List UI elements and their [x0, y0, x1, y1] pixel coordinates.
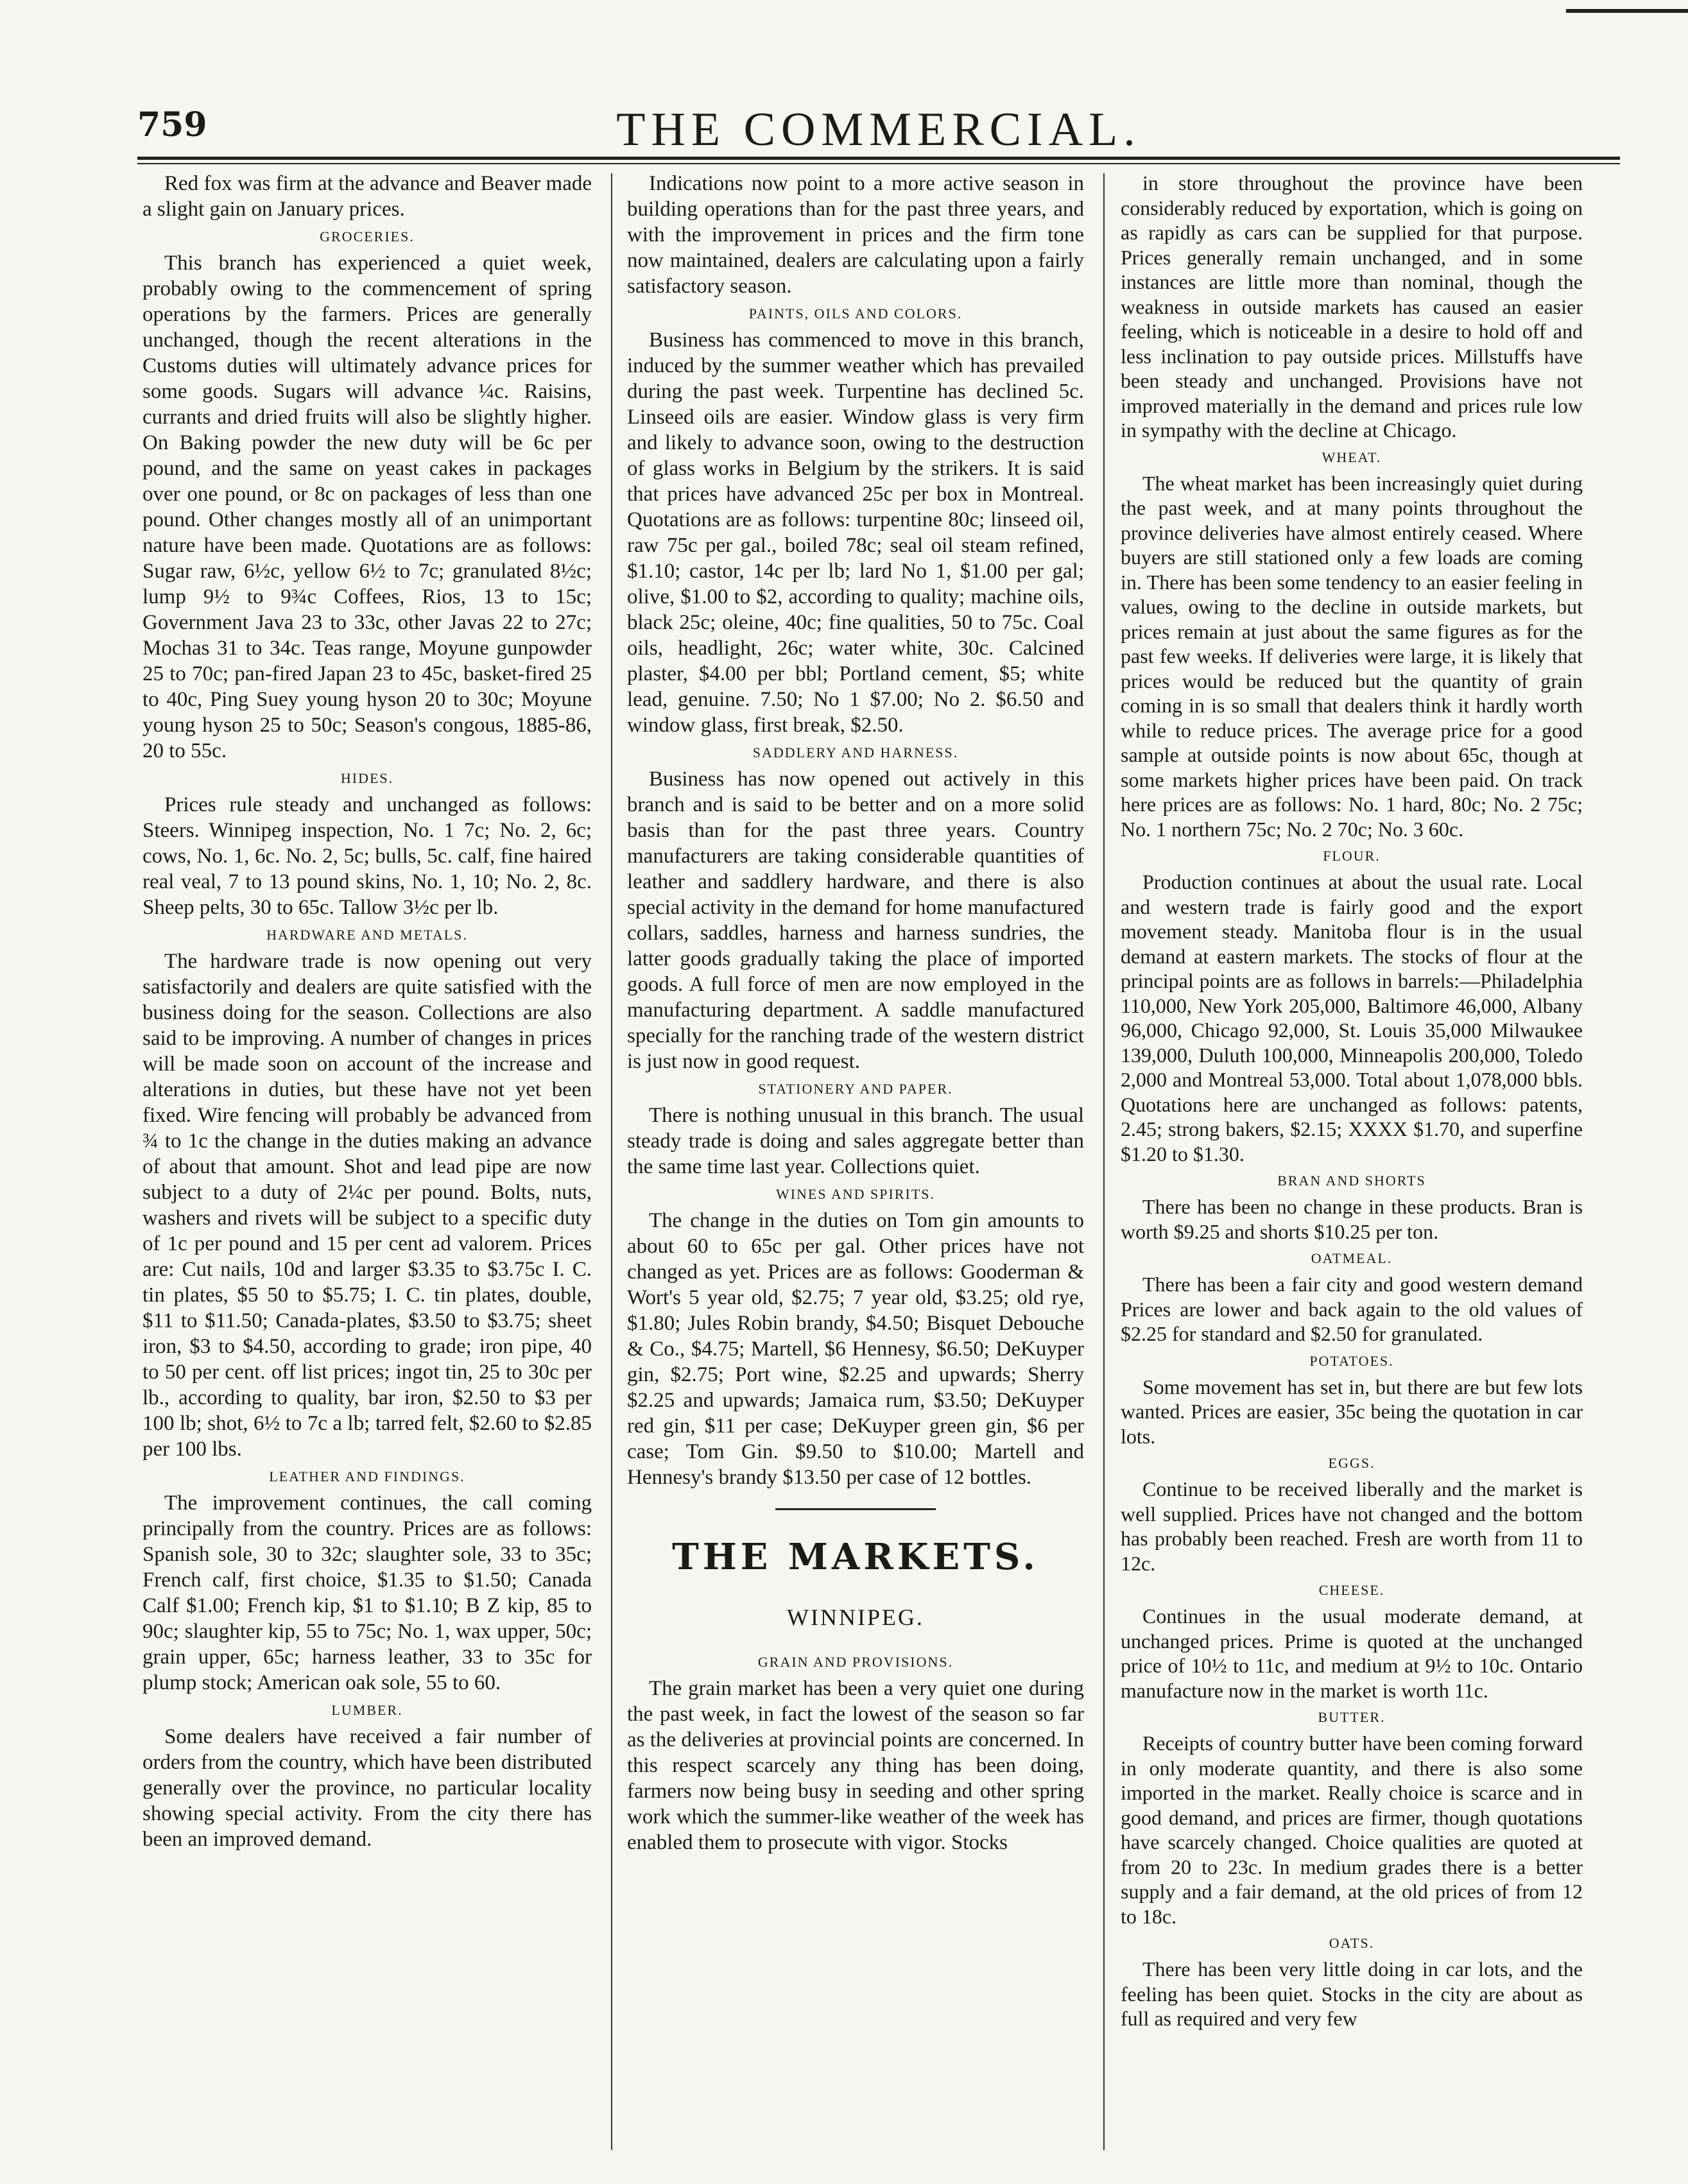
- column-1: [142, 171, 592, 2151]
- heading-leather: LEATHER AND FINDINGS.: [269, 1468, 465, 1484]
- paragraph-lumber: Some dealers have received a fair number of orders from the country, which have been distributed generally over the province, no particular locality showing special activity. From the city there has been an improved demand.: [142, 1725, 592, 1851]
- paragraph-bran: There has been no change in these products. Bran is worth $9.25 and shorts $10.25 per ton.: [1121, 1195, 1583, 1243]
- corner-rule: [1566, 9, 1688, 13]
- paragraph-wheat: The wheat market has been increasingly quiet during the past week, and at many points throughout the province deliveries have almost entirely ceased. Where buyers are still stationed only a few loads are coming in. There has been some tendency to an easier feeling in values, owing to the decline in outside markets, but prices remain at just about the same figures as for the past few weeks. If deliveries were large, it is likely that prices would be reduced but the quantity of grain coming in is so small that dealers think it hardly worth while to reduce prices. The average price for a good sample at outside points is now about 65c, though at some markets higher prices have been paid. On track here prices are as follows: No. 1 hard, 80c; No. 2 75c; No. 1 northern 75c; No. 2 70c; No. 3 60c.: [1121, 471, 1583, 841]
- heading-groceries: GROCERIES.: [320, 228, 415, 245]
- paragraph-wines: The change in the duties on Tom gin amounts to about 60 to 65c per gal. Other prices have not changed as yet. Prices are as follows: Gooderman & Wort's 5 year old, $2.75; 7 year old, $3.25; old rye, $1.80; Jules Robin brandy, $4.50; Bisquet Debouche & Co., $4.75; Martell, $6 Hennesy, $6.50; DeKuyper gin, $2.75; Port wine, $2.25 and upwards; Sherry $2.25 and upwards; Jamaica rum, $3.50; DeKuyper red gin, $11 per case; DeKuyper green gin, $6 per case; Tom Gin. $9.50 to $10.00; Martell and Hennesy's brandy $13.50 per case of 12 bottles.: [627, 1209, 1084, 1489]
- heading-lumber: LUMBER.: [331, 1702, 403, 1718]
- paragraph-stationery: There is nothing unusual in this branch. The usual steady trade is doing and sales aggregate better than the same time last year. Collections quiet.: [627, 1104, 1084, 1178]
- heading-saddlery: SADDLERY AND HARNESS.: [752, 744, 959, 761]
- paragraph-flour: Production continues at about the usual rate. Local and western trade is fairly good and the export movement steady. Manitoba flour is in the usual demand at eastern markets. The stocks of flour at the principal points are as follows in barrels:—Philadelphia 110,000, New York 205,000, Baltimore 46,000, Albany 96,000, Chicago 92,000, St. Louis 35,000 Milwaukee 139,000, Duluth 100,000, Minneapolis 200,000, Toledo 2,000 and Montreal 53,000. Total about 1,078,000 bbls. Quotations here are unchanged as follows: patents, 2.45; strong bakers, $2.15; XXXX $1.70, and superfine $1.20 to $1.30.: [1121, 870, 1583, 1165]
- paragraph-grain-cont: in store throughout the province have been considerably reduced by exportation, which is going on as rapidly as cars can be supplied for that purpose. Prices generally remain unchanged, and in some instances are little more than nominal, though the weakness in outside markets has caused an easier feeling, which is noticeable in a desire to hold off and less inclination to pay outside prices. Millstuffs have been steady and unchanged. Provisions have not improved materially in the demand and prices rule low in sympathy with the decline at Chicago.: [1121, 171, 1583, 442]
- paragraph-cheese: Continues in the usual moderate demand, at unchanged prices. Prime is quoted at the unchanged price of 10½ to 11c, and medium at 9½ to 10c. Ontario manufacture now in the market is worth 11c.: [1121, 1604, 1583, 1702]
- heading-wines: WINES AND SPIRITS.: [775, 1186, 936, 1202]
- paragraph-hardware: The hardware trade is now opening out very satisfactorily and dealers are quite satisfied with the business doing for the season. Collections are also said to be improving. A number of changes in prices will be made soon on account of the increase and alterations in duties, but these have not yet been fixed. Wire fencing will probably be advanced from ¾ to 1c the change in the duties making an advance of about that amount. Shot and lead pipe are now subject to a duty of 2¼c per pound. Bolts, nuts, washers and rivets will be subject to a specific duty of 1c per pound and 15 per cent ad valorem. Prices are: Cut nails, 10d and larger $3.35 to $3.75c I. C. tin plates, $5 50 to $5.75; I. C. tin plates, double, $11 to $11.50; Canada-plates, $3.50 to $3.75; sheet iron, $3 to $4.50, according to grade; iron pipe, 40 to 50 per cent. off list prices; ingot tin, 25 to 30c per lb., according to quality, bar iron, $2.50 to $3 per 100 lb; shot, 6½ to 7c a lb; tarred felt, $2.60 to $2.85 per 100 lbs.: [142, 950, 592, 1461]
- heading-stationery: STATIONERY AND PAPER.: [758, 1081, 953, 1097]
- heading-the-markets: THE MARKETS.: [672, 1536, 1039, 1578]
- paragraph-hides: Prices rule steady and unchanged as follows: Steers. Winnipeg inspection, No. 1 7c; No. 2, 6c; cows, No. 1, 6c. No. 2, 5c; bulls, 5c. calf, fine haired real veal, 7 to 13 pound skins, No. 1, 10; No. 2, 8c. Sheep pelts, 30 to 65c. Tallow 3½c per lb.: [142, 793, 592, 919]
- masthead-rule-thin: [137, 163, 1620, 164]
- paragraph-furs: Red fox was firm at the advance and Beaver made a slight gain on January prices.: [142, 172, 592, 221]
- heading-winnipeg: WINNIPEG.: [787, 1604, 924, 1630]
- masthead: [137, 103, 1620, 154]
- column-divider: [611, 173, 612, 2150]
- heading-paints: PAINTS, OILS AND COLORS.: [748, 305, 963, 322]
- paragraph-eggs: Continue to be received liberally and the market is well supplied. Prices have not changed and the bottom has probably been reached. Fresh are worth from 11 to 12c.: [1121, 1477, 1583, 1575]
- section-rule: [775, 1508, 936, 1510]
- paragraph-butter: Receipts of country butter have been coming forward in only moderate quantity, and there is also some imported in the market. Really choice is scarce and in good demand, and prices are firmer, though quotations have scarcely changed. Choice qualities are quoted at from 20 to 23c. In medium grades there is a better supply and a fair demand, at the old prices of from 12 to 18c.: [1121, 1732, 1583, 1928]
- heading-potatoes: POTATOES.: [1309, 1352, 1394, 1369]
- masthead-rule: [137, 157, 1620, 160]
- paper-title: THE COMMERCIAL.: [616, 103, 1141, 156]
- columns: [142, 171, 1619, 2151]
- paragraph-oatmeal: There has been a fair city and good western demand Prices are lower and back again to the old values of $2.25 for standard and $2.50 for granulated.: [1121, 1273, 1583, 1345]
- paragraph-oats: There has been very little doing in car lots, and the feeling has been quiet. Stocks in the city are about as full as required and very few: [1121, 1957, 1583, 2030]
- paragraph-groceries: This branch has experienced a quiet week, probably owing to the commencement of spring operations by the farmers. Prices are generally unchanged, though the recent alterations in the Customs duties will ultimately advance prices for some goods. Sugars will advance ¼c. Raisins, currants and dried fruits will also be slightly higher. On Baking powder the new duty will be 6c per pound, and the same on yeast cakes in packages over one pound, or 8c on packages of less than one pound. Other changes mostly all of an unimportant nature have been made. Quotations are as follows: Sugar raw, 6½c, yellow 6½ to 7c; granulated 8½c; lump 9½ to 9¾c Coffees, Rios, 13 to 15c; Government Java 23 to 33c, other Javas 22 to 27c; Mochas 31 to 34c. Teas range, Moyune gunpowder 25 to 70c; pan-fired Japan 23 to 45c, basket-fired 25 to 40c, Ping Suey young hyson 20 to 30c; Moyune young hyson 25 to 50c; Season's congous, 1885-86, 20 to 55c.: [142, 252, 592, 762]
- page-number: 759: [137, 105, 207, 144]
- heading-wheat: WHEAT.: [1322, 449, 1382, 465]
- column-2: [627, 171, 1084, 2151]
- paragraph-leather: The improvement continues, the call coming principally from the country. Prices are as follows: Spanish sole, 30 to 32c; slaughter sole, 33 to 35c; French calf, first choice, $1.35 to $1.50; Canada Calf $1.00; French kip, $1 to $1.10; B Z kip, 85 to 90c; slaughter kip, 55 to 75c; No. 1, wax upper, 50c; grain upper, 65c; harness leather, 33 to 35c for plump stock; American oak sole, 55 to 60.: [142, 1492, 592, 1694]
- paragraph-potatoes: Some movement has set in, but there are but few lots wanted. Prices are easier, 35c being the quotation in car lots.: [1121, 1375, 1583, 1448]
- heading-hides: HIDES.: [340, 770, 394, 786]
- column-3: [1121, 171, 1583, 2151]
- heading-flour: FLOUR.: [1323, 848, 1381, 864]
- heading-eggs: EGGS.: [1328, 1455, 1375, 1471]
- paragraph-lumber-cont: Indications now point to a more active season in building operations than for the past three years, and with the improvement in prices and the firm tone now maintained, dealers are calculating upon a fairly satisfactory season.: [627, 172, 1084, 298]
- heading-hardware: HARDWARE AND METALS.: [266, 927, 468, 943]
- heading-oats: OATS.: [1329, 1935, 1375, 1951]
- heading-grain: GRAIN AND PROVISIONS.: [757, 1654, 954, 1670]
- heading-bran: BRAN AND SHORTS: [1277, 1173, 1426, 1189]
- paragraph-grain: The grain market has been a very quiet one during the past week, in fact the lowest of the season so far as the deliveries at provincial points are concerned. In this respect scarcely any thing has been doing, farmers now being busy in seeding and other spring work which the summer-like weather of the week has enabled them to prosecute with vigor. Stocks: [627, 1677, 1084, 1854]
- heading-oatmeal: OATMEAL.: [1311, 1250, 1393, 1266]
- heading-cheese: CHEESE.: [1318, 1582, 1385, 1598]
- heading-butter: BUTTER.: [1318, 1709, 1386, 1725]
- column-divider: [1103, 173, 1105, 2150]
- paragraph-saddlery: Business has now opened out actively in this branch and is said to be better and on a more solid basis than for the past three years. Country manufacturers are taking considerable quantities of leather and saddlery hardware, and there is also special activity in the demand for home manufactured collars, saddles, harness and harness sundries, the latter goods gradually taking the place of imported goods. A full force of men are now employed in the manufacturing department. A saddle manufactured specially for the ranching trade of the western district is just now in good request.: [627, 768, 1084, 1073]
- paragraph-paints: Business has commenced to move in this branch, induced by the summer weather which has prevailed during the past week. Turpentine has declined 5c. Linseed oils are easier. Window glass is very firm and likely to advance soon, owing to the destruction of glass works in Belgium by the strikers. It is said that prices have advanced 25c per box in Montreal. Quotations are as follows: turpentine 80c; linseed oil, raw 75c per gal., boiled 78c; seal oil steam refined, $1.10; castor, 14c per lb; lard No 1, $1.00 per gal; olive, $1.00 to $2, according to quality; machine oils, black 25c; oleine, 40c; fine qualities, 50 to 75c. Coal oils, headlight, 26c; water white, 30c. Calcined plaster, $4.00 per bbl; Portland cement, $5; white lead, genuine. 7.50; No 1 $7.00; No 2. $6.50 and window glass, first break, $2.50.: [627, 329, 1084, 737]
